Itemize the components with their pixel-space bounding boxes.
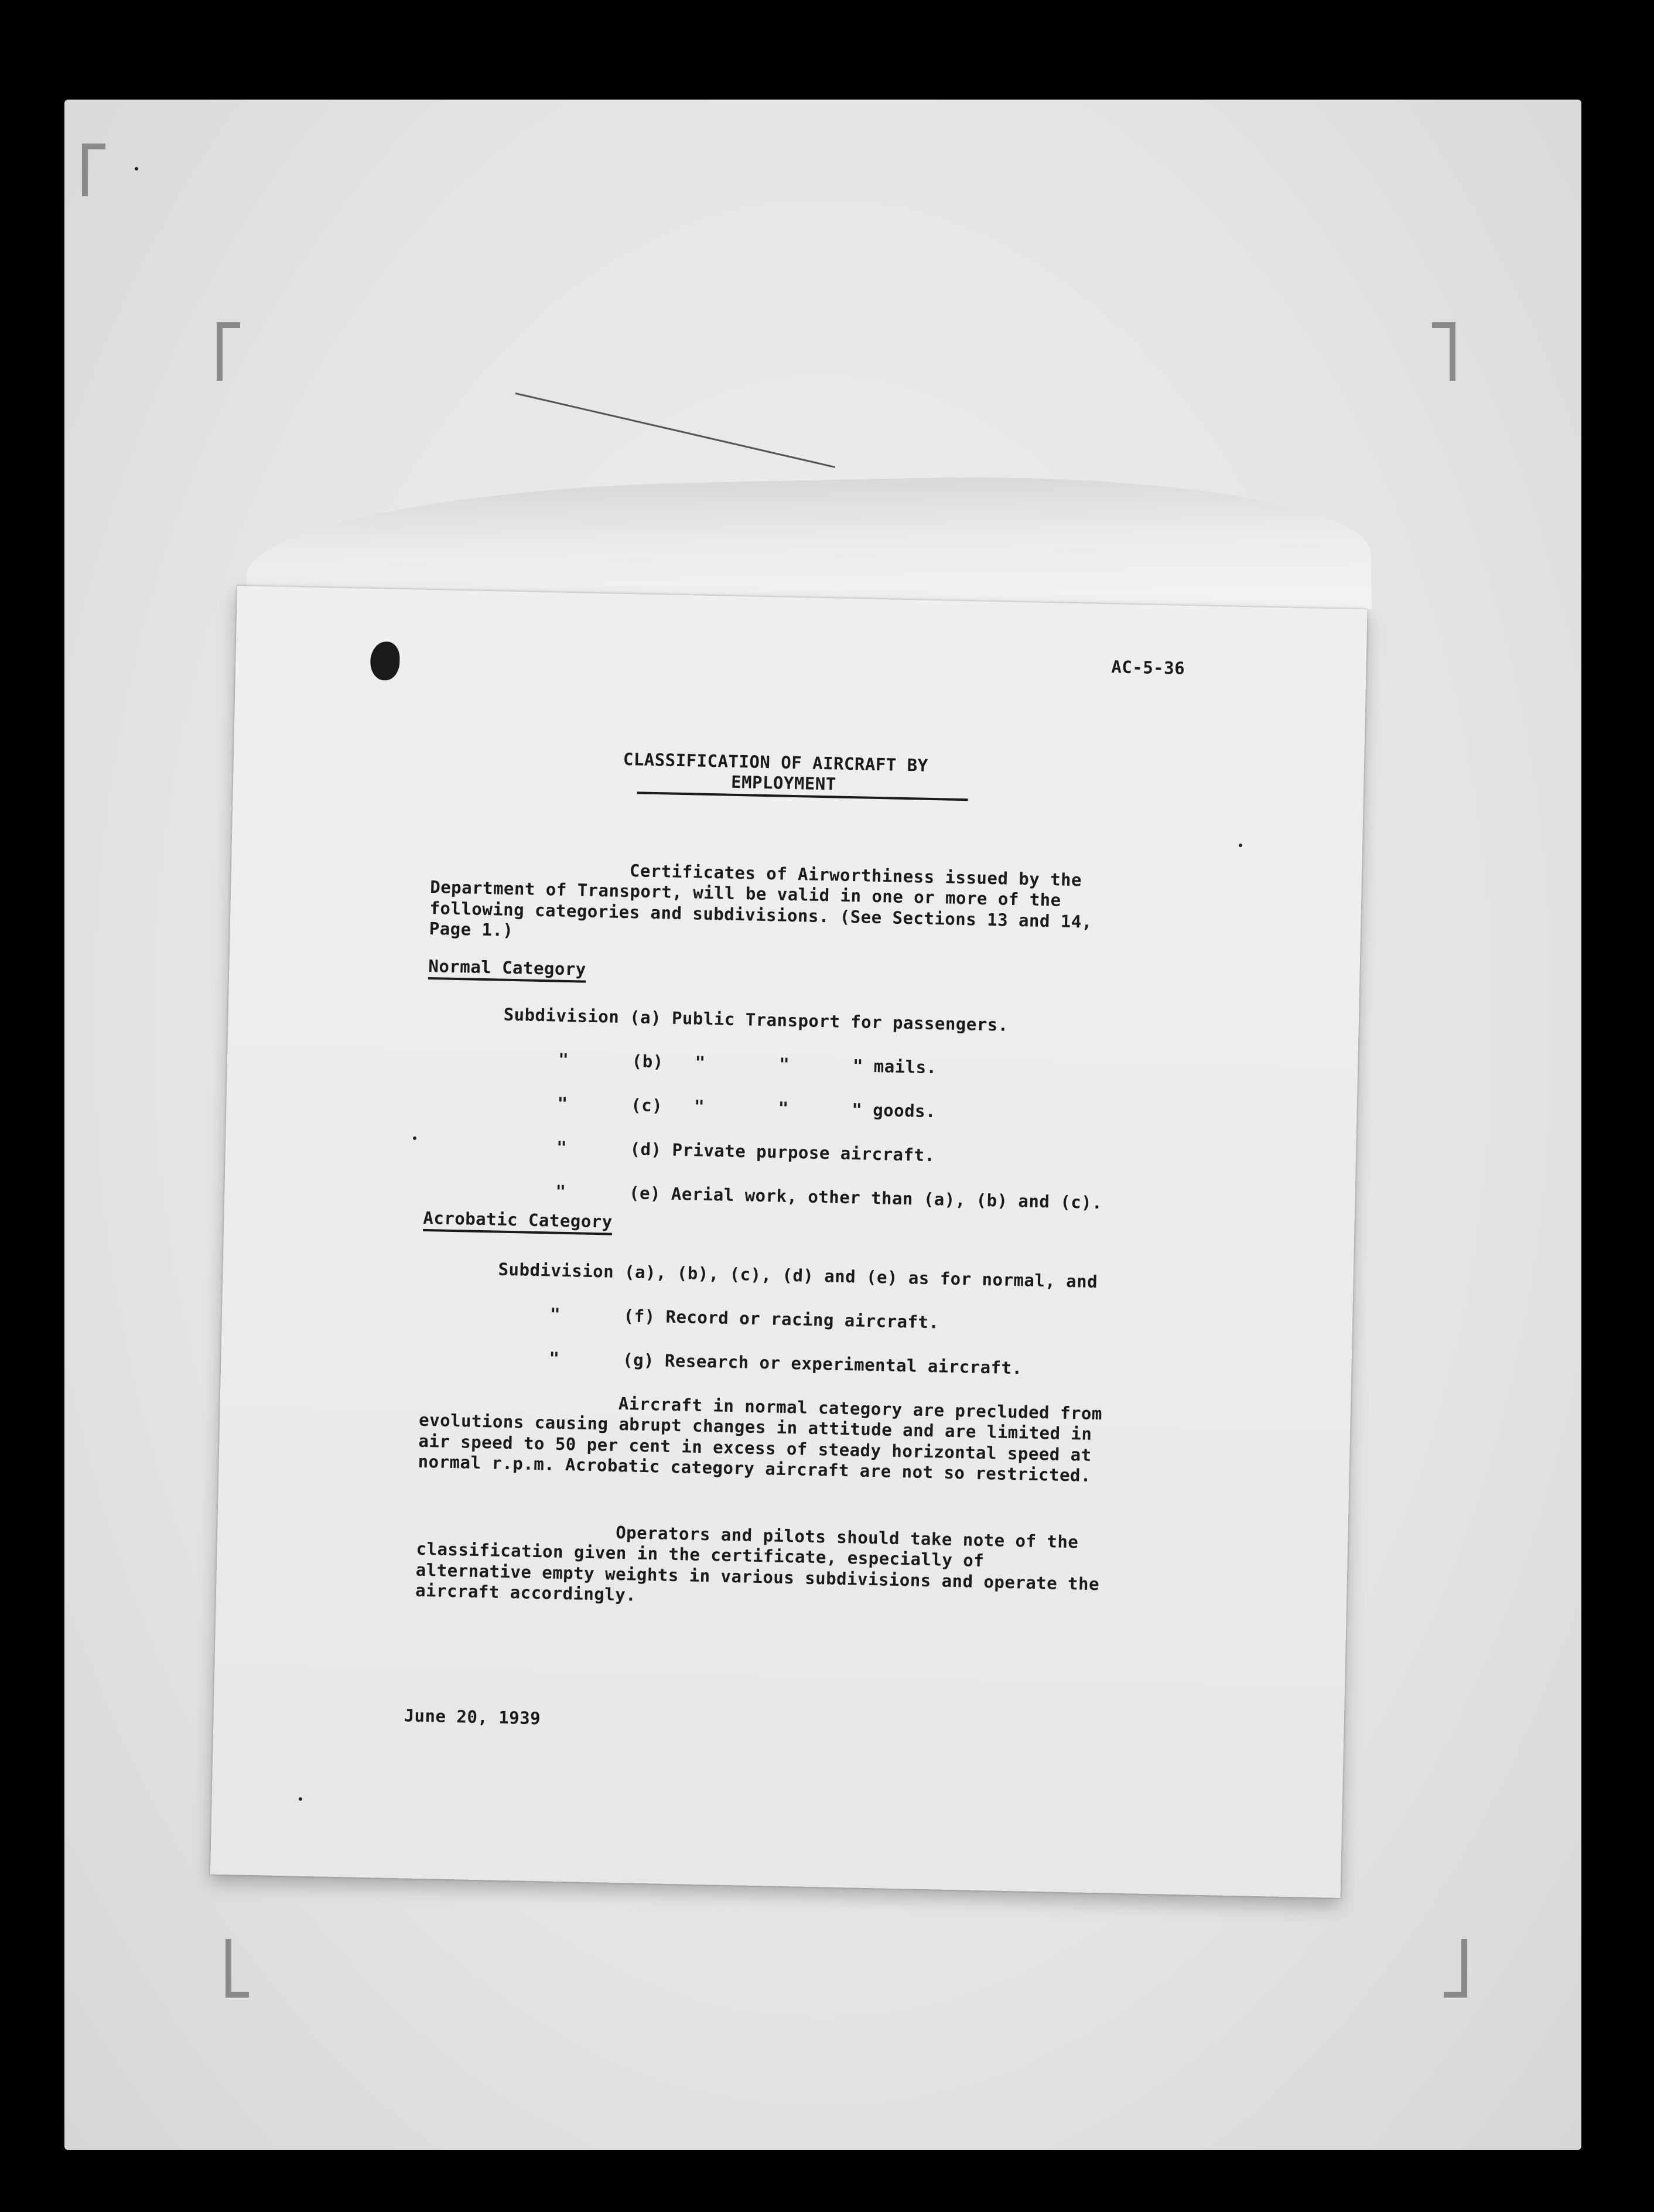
normal-line-c: " (c) " " " goods.	[557, 1093, 937, 1122]
crop-mark-bottom-right	[1444, 1939, 1467, 1998]
film-speck	[299, 1797, 302, 1801]
normal-line-e: " (e) Aerial work, other than (a), (b) and (c).	[555, 1181, 1103, 1213]
crop-mark-top-right	[1432, 322, 1455, 381]
acrobatic-line-subdivisions: Subdivision (a), (b), (c), (d) and (e) as for normal, and	[498, 1259, 1098, 1292]
document-title-line1: CLASSIFICATION OF AIRCRAFT BY	[623, 749, 929, 776]
film-speck	[135, 167, 138, 170]
crop-mark-top-left	[217, 322, 240, 381]
punch-hole	[370, 641, 400, 681]
normal-category-heading	[428, 956, 586, 980]
acrobatic-category-heading-text: Acrobatic Category	[423, 1208, 613, 1235]
normal-line-d: " (d) Private purpose aircraft.	[556, 1137, 935, 1166]
crop-mark-bottom-left	[225, 1939, 249, 1998]
film-speck	[413, 1136, 416, 1140]
acrobatic-line-g: " (g) Research or experimental aircraft.	[549, 1348, 1023, 1378]
film-speck	[1239, 844, 1242, 847]
document-page	[210, 586, 1368, 1898]
acrobatic-line-f: " (f) Record or racing aircraft.	[549, 1304, 939, 1333]
document-ref-number: AC-5-36	[1111, 657, 1185, 678]
operators-paragraph: Operators and pilots should take note of the classification given in the certificate, especially of alternative empty weights in various subdivisions and operate the aircraft accordingly.	[415, 1522, 1100, 1605]
normal-line-b: " (b) " " " mails.	[558, 1049, 937, 1078]
normal-line-a: Subdivision (a) Public Transport for passengers.	[503, 1004, 1009, 1035]
intro-paragraph: Certificates of Airworthiness issued by the Department of Transport, will be valid in one or more of the following categories and subdivisions. (See Sections 13 and 14, Page 1.)	[429, 861, 1093, 941]
document-date: June 20, 1939	[404, 1705, 541, 1729]
crop-mark-outer	[82, 144, 105, 196]
restrictions-paragraph: Aircraft in normal category are precluded from evolutions causing abrupt changes in attitude and are limited in air speed to 50 per cent in excess of steady horizontal speed at normal r.p.m. Acrobatic category aircraft are not so restricted.	[418, 1393, 1103, 1486]
normal-category-heading-text: Normal Category	[428, 956, 586, 983]
document-title-line2: EMPLOYMENT	[730, 772, 837, 794]
acrobatic-category-heading	[423, 1208, 613, 1233]
